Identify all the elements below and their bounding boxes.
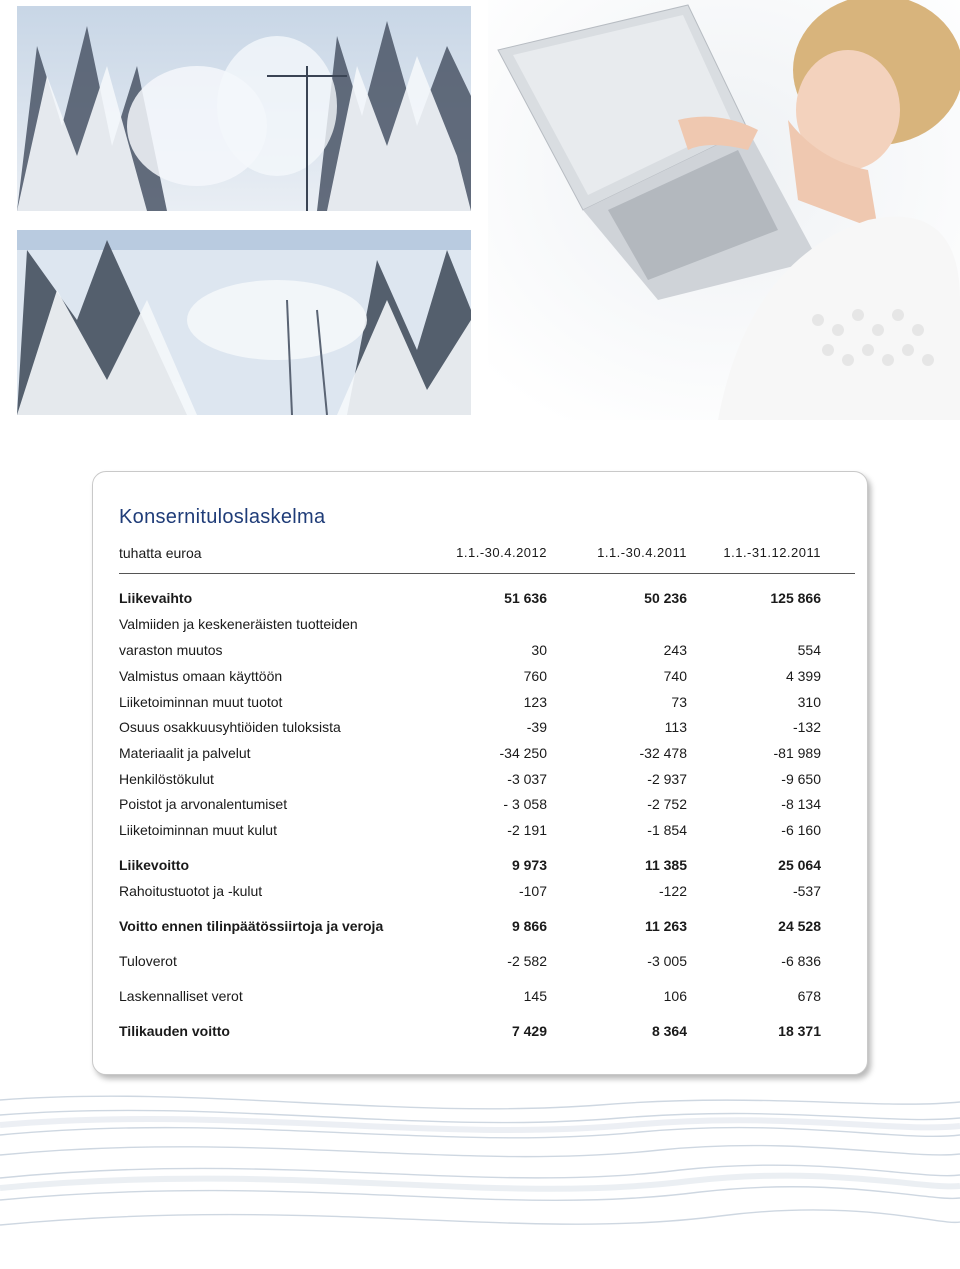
- row-label: varaston muutos: [119, 642, 223, 658]
- row-value-col3: 24 528: [778, 918, 821, 934]
- row-value-col3: 25 064: [778, 857, 821, 873]
- row-value-col3: 554: [797, 642, 821, 658]
- table-row: [119, 822, 855, 844]
- row-value-col3: 678: [797, 988, 821, 1004]
- header-divider: [119, 573, 855, 574]
- snowy-forest-photo-bottom: [17, 230, 471, 415]
- row-value-col3: 18 371: [778, 1023, 821, 1039]
- table-row: [119, 771, 855, 793]
- row-value-col3: -81 989: [773, 745, 821, 761]
- row-value-col3: -9 650: [781, 771, 821, 787]
- table-row: [119, 745, 855, 767]
- unit-label: tuhatta euroa: [119, 545, 202, 561]
- table-row: [119, 719, 855, 741]
- income-statement-card: [92, 471, 868, 1075]
- row-label: Tilikauden voitto: [119, 1023, 230, 1039]
- row-value-col3: 310: [797, 694, 821, 710]
- table-row: [119, 642, 855, 664]
- row-value-col1: -34 250: [499, 745, 547, 761]
- row-value-col2: 8 364: [651, 1023, 687, 1039]
- row-value-col1: 123: [523, 694, 547, 710]
- row-value-col3: -6 160: [781, 822, 821, 838]
- column-header-1: 1.1.-30.4.2012: [456, 545, 547, 560]
- table-row: [119, 953, 855, 975]
- row-value-col2: 73: [671, 694, 687, 710]
- table-row: [119, 796, 855, 818]
- row-value-col3: -8 134: [781, 796, 821, 812]
- row-label: Liiketoiminnan muut tuotot: [119, 694, 283, 710]
- row-value-col1: 30: [531, 642, 547, 658]
- row-value-col2: -2 752: [647, 796, 687, 812]
- row-label: Rahoitustuotot ja -kulut: [119, 883, 263, 899]
- snowy-forest-photo-top: [17, 6, 471, 211]
- row-value-col1: -2 582: [507, 953, 547, 969]
- row-value-col1: -3 037: [507, 771, 547, 787]
- table-row: [119, 918, 855, 940]
- row-value-col2: 50 236: [644, 590, 687, 606]
- table-row: [119, 590, 855, 612]
- row-value-col3: 4 399: [785, 668, 821, 684]
- row-value-col2: -2 937: [647, 771, 687, 787]
- row-value-col1: 7 429: [511, 1023, 547, 1039]
- row-value-col1: 9 973: [511, 857, 547, 873]
- row-value-col2: 11 263: [644, 918, 687, 934]
- decorative-waves: [0, 1080, 960, 1264]
- row-value-col2: -122: [658, 883, 687, 899]
- row-label: Liikevoitto: [119, 857, 190, 873]
- statement-title: Konsernituloslaskelma: [119, 506, 326, 528]
- row-label: Henkilöstökulut: [119, 771, 214, 787]
- row-label: Liiketoiminnan muut kulut: [119, 822, 277, 838]
- row-value-col1: - 3 058: [503, 796, 547, 812]
- row-value-col3: -537: [792, 883, 821, 899]
- row-value-col3: -132: [792, 719, 821, 735]
- row-label: Valmistus omaan käyttöön: [119, 668, 283, 684]
- row-label: Valmiiden ja keskeneräisten tuotteiden: [119, 616, 358, 632]
- row-value-col2: -1 854: [647, 822, 687, 838]
- row-value-col1: 51 636: [504, 590, 547, 606]
- row-value-col2: 740: [663, 668, 687, 684]
- row-value-col3: -6 836: [781, 953, 821, 969]
- table-header: [119, 545, 855, 567]
- table-row: [119, 1023, 855, 1045]
- table-row: [119, 616, 855, 638]
- row-label: Poistot ja arvonalentumiset: [119, 796, 288, 812]
- row-label: Laskennalliset verot: [119, 988, 243, 1004]
- row-value-col1: 9 866: [511, 918, 547, 934]
- table-row: [119, 857, 855, 879]
- row-label: Tuloverot: [119, 953, 177, 969]
- woman-laptop-photo: [488, 0, 960, 420]
- row-value-col2: 106: [663, 988, 687, 1004]
- row-label: Liikevaihto: [119, 590, 193, 606]
- row-value-col2: 11 385: [644, 857, 687, 873]
- row-value-col3: 125 866: [770, 590, 821, 606]
- row-value-col1: -2 191: [507, 822, 547, 838]
- row-value-col1: -107: [518, 883, 547, 899]
- row-value-col1: 760: [523, 668, 547, 684]
- row-label: Materiaalit ja palvelut: [119, 745, 251, 761]
- column-header-2: 1.1.-30.4.2011: [597, 545, 687, 560]
- row-value-col2: -3 005: [647, 953, 687, 969]
- row-value-col1: -39: [526, 719, 547, 735]
- table-row: [119, 988, 855, 1010]
- row-label: Voitto ennen tilinpäätössiirtoja ja veroja: [119, 918, 384, 934]
- row-value-col2: -32 478: [639, 745, 687, 761]
- table-row: [119, 883, 855, 905]
- row-value-col2: 113: [664, 719, 687, 735]
- row-value-col1: 145: [523, 988, 547, 1004]
- table-row: [119, 694, 855, 716]
- row-value-col2: 243: [663, 642, 687, 658]
- column-header-3: 1.1.-31.12.2011: [723, 545, 821, 560]
- row-label: Osuus osakkuusyhtiöiden tuloksista: [119, 719, 341, 735]
- table-row: [119, 668, 855, 690]
